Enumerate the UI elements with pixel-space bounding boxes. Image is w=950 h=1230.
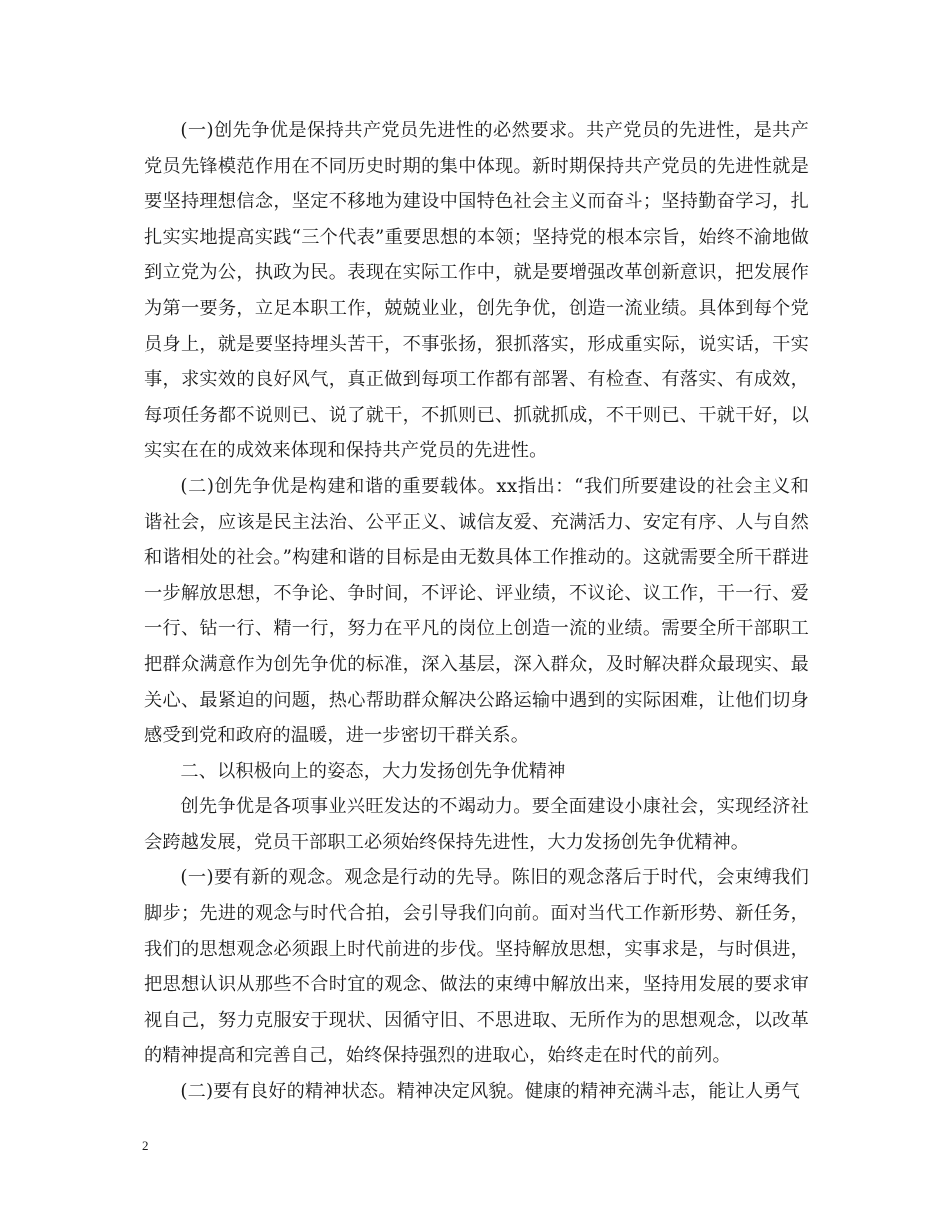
paragraph-4: (一)要有新的观念。观念是行动的先导。陈旧的观念落后于时代，会束缚我们脚步；先进的观念与时代合拍，会引导我们向前。面对当代工作新形势、新任务，我们的思想观念必须跟上时代前进的步伐。坚持解放思想，实事求是，与时俱进，把思想认识从那些不合时宜的观念、做法的束缚中解放出来，坚持用发展的要求审视自己，努力克服安于现状、因循守旧、不思进取、无所作为的思想观念，以改革的精神提高和完善自己，始终保持强烈的进取心，始终走在时代的前列。: [144, 867, 809, 1067]
paragraph-2: (二)创先争优是构建和谐的重要载体。xx指出：“我们所要建设的社会主义和谐社会，应该是民主法治、公平正义、诚信友爱、充满活力、安定有序、人与自然和谐相处的社会。”构建和谐的目标是由无数具体工作推动的。这就需要全所干群进一步解放思想，不争论、争时间，不评论、评业绩，不议论、议工作，干一行、爱一行、钻一行、精一行，努力在平凡的岗位上创造一流的业绩。需要全所干部职工把群众满意作为创先争优的标准，深入基层，深入群众，及时解决群众最现实、最关心、最紧迫的问题，热心帮助群众解决公路运输中遇到的实际困难，让他们切身感受到党和政府的温暖，进一步密切干群关系。: [144, 475, 809, 747]
paragraph-3: 创先争优是各项事业兴旺发达的不竭动力。要全面建设小康社会，实现经济社会跨越发展，党员干部职工必须始终保持先进性，大力发扬创先争优精神。: [144, 796, 809, 853]
page-number: 2: [142, 1138, 149, 1153]
section-heading: 二、以积极向上的姿态，大力发扬创先争优精神: [180, 760, 566, 782]
paragraph-5: (二)要有良好的精神状态。精神决定风貌。健康的精神充满斗志，能让人勇气: [180, 1081, 801, 1103]
paragraph-1: (一)创先争优是保持共产党员先进性的必然要求。共产党员的先进性，是共产党员先锋模范作用在不同历史时期的集中体现。新时期保持共产党员的先进性就是要坚持理想信念，坚定不移地为建设中国特色社会主义而奋斗；坚持勤奋学习，扎扎实实地提高实践“三个代表”重要思想的本领；坚持党的根本宗旨，始终不渝地做到立党为公，执政为民。表现在实际工作中，就是要增强改革创新意识，把发展作为第一要务，立足本职工作，兢兢业业，创先争优，创造一流业绩。具体到每个党员身上，就是要坚持埋头苦干，不事张扬，狠抓落实，形成重实际，说实话，干实事，求实效的良好风气，真正做到每项工作都有部署、有检查、有落实、有成效，每项任务都不说则已、说了就干，不抓则已、抓就抓成，不干则已、干就干好，以实实在在的成效来体现和保持共产党员的先进性。: [144, 120, 809, 462]
document-body: [144, 113, 809, 1110]
